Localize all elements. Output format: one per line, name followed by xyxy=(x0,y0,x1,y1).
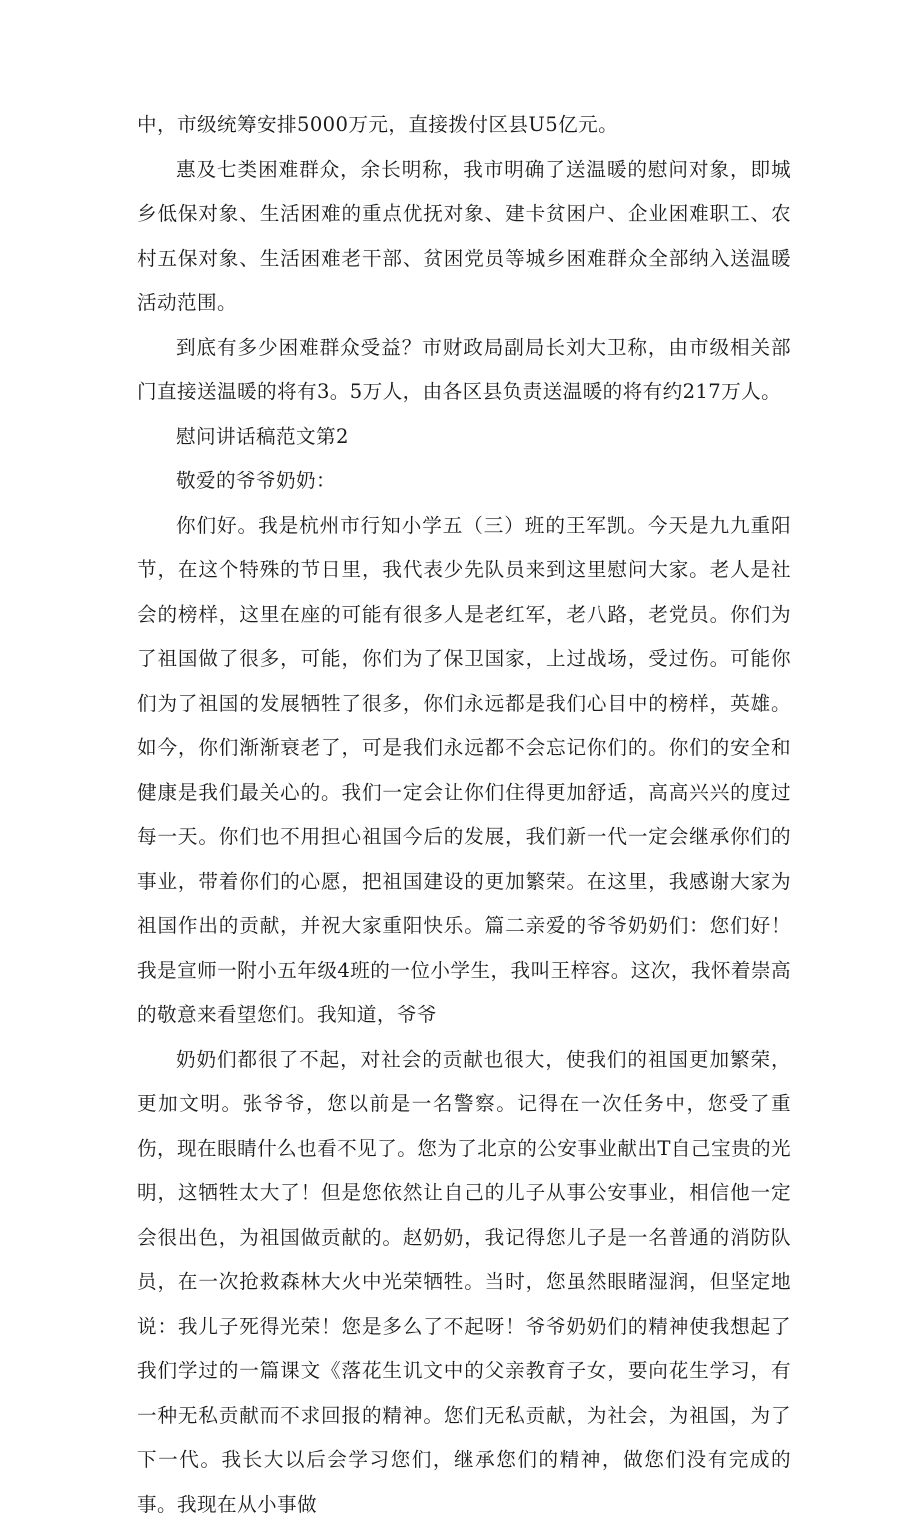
paragraph-beneficiary-count: 到底有多少困难群众受益？市财政局副局长刘大卫称，由市级相关部门直接送温暖的将有3。5万人，由各区县负责送温暖的将有约217万人。 xyxy=(137,326,791,415)
document-body xyxy=(137,103,791,1527)
salutation: 敬爱的爷爷奶奶： xyxy=(137,459,791,504)
paragraph-beneficiary-groups: 惠及七类困难群众，余长明称，我市明确了送温暖的慰问对象，即城乡低保对象、生活困难的重点优抚对象、建卡贫困户、企业困难职工、农村五保对象、生活困难老干部、贫困党员等城乡困难群众全部纳入送温暖活动范围。 xyxy=(137,148,791,326)
section-heading: 慰问讲话稿范文第2 xyxy=(137,415,791,460)
paragraph-speech-main: 你们好。我是杭州市行知小学五（三）班的王军凯。今天是九九重阳节，在这个特殊的节日里，我代表少先队员来到这里慰问大家。老人是社会的榜样，这里在座的可能有很多人是老红军，老八路，老党员。你们为了祖国做了很多，可能，你们为了保卫国家，上过战场，受过伤。可能你们为了祖国的发展牺牲了很多，你们永远都是我们心目中的榜样，英雄。如今，你们渐渐衰老了，可是我们永远都不会忘记你们的。你们的安全和健康是我们最关心的。我们一定会让你们住得更加舒适，高高兴兴的度过每一天。你们也不用担心祖国今后的发展，我们新一代一定会继承你们的事业，带着你们的心愿，把祖国建设的更加繁荣。在这里，我感谢大家为祖国作出的贡献，并祝大家重阳快乐。篇二亲爱的爷爷奶奶们：您们好！我是宣师一附小五年级4班的一位小学生，我叫王梓容。这次，我怀着崇高的敬意来看望您们。我知道，爷爷 xyxy=(137,504,791,1038)
paragraph-speech-continued: 奶奶们都很了不起，对社会的贡献也很大，使我们的祖国更加繁荣，更加文明。张爷爷，您以前是一名警察。记得在一次任务中，您受了重伤，现在眼睛什么也看不见了。您为了北京的公安事业献出T自己宝贵的光明，这牺牲太大了！但是您依然让自己的儿子从事公安事业，相信他一定会很出色，为祖国做贡献的。赵奶奶，我记得您儿子是一名普通的消防队员，在一次抢救森林大火中光荣牺牲。当时，您虽然眼睹湿润，但坚定地说：我儿子死得光荣！您是多么了不起呀！爷爷奶奶们的精神使我想起了我们学过的一篇课文《落花生讥文中的父亲教育子女，要向花生学习，有一种无私贡献而不求回报的精神。您们无私贡献，为社会，为祖国，为了下一代。我长大以后会学习您们，继承您们的精神，做您们没有完成的事。我现在从小事做 xyxy=(137,1038,791,1527)
paragraph-funding: 中，市级统筹安排5000万元，直接拨付区县U5亿元。 xyxy=(137,103,791,148)
